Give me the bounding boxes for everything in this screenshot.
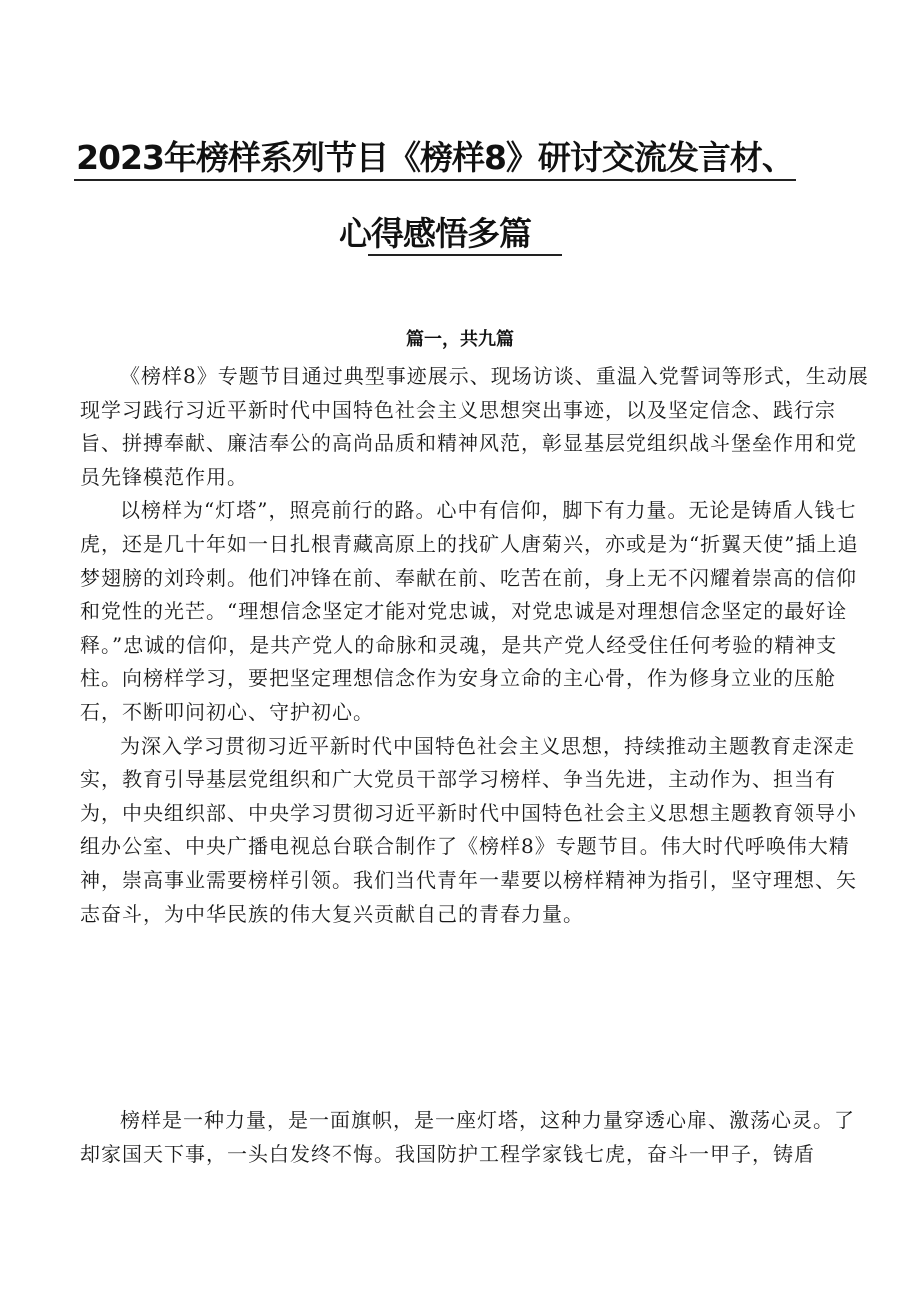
paragraph-1: 《榜样8》专题节目通过典型事迹展示、现场访谈、重温入党誓词等形式，生动展现学习践行习近平新时代中国特色社会主义思想突出事迹，以及坚定信念、践行宗旨、拼搏奉献、廉洁奉公的高尚品质和精神风范，彰显基层党组织战斗堡垒作用和党员先锋模范作用。 bbox=[80, 364, 869, 489]
document-title-line-1: 2023年榜样系列节目《榜样8》研讨交流发言材、 bbox=[76, 138, 794, 177]
body-text-block-continued bbox=[80, 1104, 870, 1171]
title-underline-1 bbox=[74, 179, 796, 181]
title-underline-2 bbox=[368, 254, 562, 256]
paragraph-4: 榜样是一种力量，是一面旗帜，是一座灯塔，这种力量穿透心扉、激荡心灵。了却家国天下事，一头白发终不悔。我国防护工程学家钱七虎，奋斗一甲子，铸盾 bbox=[80, 1108, 855, 1166]
paragraph-3: 为深入学习贯彻习近平新时代中国特色社会主义思想，持续推动主题教育走深走实，教育引导基层党组织和广大党员干部学习榜样、争当先进，主动作为、担当有为，中央组织部、中央学习贯彻习近平新时代中国特色社会主义思想主题教育领导小组办公室、中央广播电视总台联合制作了《榜样8》专题节目。伟大时代呼唤伟大精神，崇高事业需要榜样引领。我们当代青年一辈要以榜样精神为指引，坚守理想、矢志奋斗，为中华民族的伟大复兴贡献自己的青春力量。 bbox=[80, 733, 857, 926]
body-text-block bbox=[80, 360, 870, 931]
paragraph-2: 以榜样为“灯塔”，照亮前行的路。心中有信仰，脚下有力量。无论是铸盾人钱七虎，还是几十年如一日扎根青藏高原上的找矿人唐菊兴，亦或是为“折翼天使”插上追梦翅膀的刘玲刺。他们冲锋在前、奉献在前、吃苦在前，身上无不闪耀着崇高的信仰和党性的光芒。“理想信念坚定才能对党忠诚，对党忠诚是对理想信念坚定的最好诠释。”忠诚的信仰，是共产党人的命脉和灵魂，是共产党人经受住任何考验的精神支柱。向榜样学习，要把坚定理想信念作为安身立命的主心骨，作为修身立业的压舱石，不断叩问初心、守护初心。 bbox=[80, 498, 859, 724]
section-heading: 篇一，共九篇 bbox=[406, 329, 514, 350]
document-title-line-2: 心得感悟多篇 bbox=[339, 214, 531, 253]
